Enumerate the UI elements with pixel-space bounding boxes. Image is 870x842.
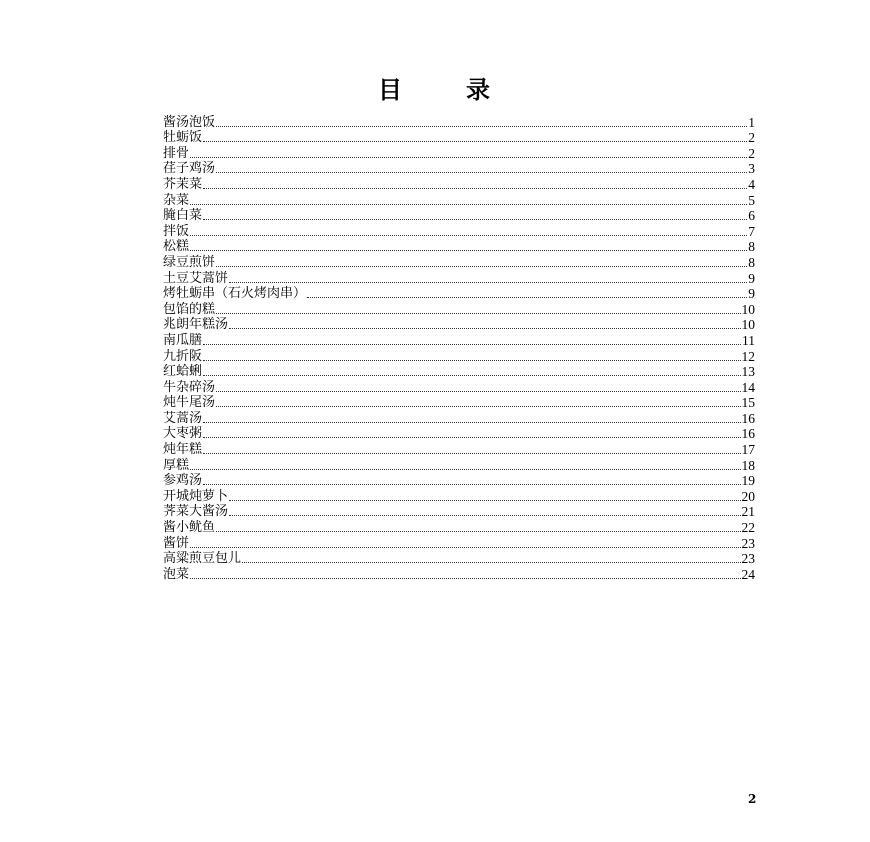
toc-entry-label: 炖年糕 — [163, 442, 203, 458]
toc-dot-leader — [216, 171, 747, 173]
toc-entry[interactable] — [163, 192, 755, 208]
toc-entry-label: 酱小鱿鱼 — [163, 520, 216, 536]
toc-entry-page: 19 — [741, 473, 755, 489]
toc-entry-page: 10 — [741, 317, 755, 333]
toc-entry-page: 23 — [741, 551, 755, 567]
toc-entry-label: 杂菜 — [163, 192, 190, 208]
toc-entry-page: 4 — [748, 176, 755, 192]
toc-entry-label: 酱汤泡饭 — [163, 114, 216, 130]
toc-entry-page: 15 — [741, 395, 755, 411]
toc-entry[interactable] — [163, 270, 755, 286]
toc-entry[interactable] — [163, 176, 755, 192]
toc-entry-page: 14 — [741, 379, 755, 395]
toc-entry-label: 高粱煎豆包儿 — [163, 551, 242, 567]
toc-entry-page: 12 — [741, 348, 755, 364]
toc-dot-leader — [307, 296, 747, 298]
toc-entry-label: 泡菜 — [163, 566, 190, 582]
toc-entry-label: 牛杂碎汤 — [163, 379, 216, 395]
toc-entry[interactable] — [163, 519, 755, 535]
toc-entry[interactable] — [163, 566, 755, 582]
toc-entry-label: 开城炖萝卜 — [163, 488, 229, 504]
toc-entry[interactable] — [163, 364, 755, 380]
toc-dot-leader — [203, 374, 740, 376]
toc-entry-label: 炖牛尾汤 — [163, 395, 216, 411]
toc-entry[interactable] — [163, 441, 755, 457]
toc-dot-leader — [190, 234, 747, 236]
toc-entry[interactable] — [163, 145, 755, 161]
toc-entry-page: 5 — [748, 192, 755, 208]
toc-entry[interactable] — [163, 348, 755, 364]
toc-entry[interactable] — [163, 254, 755, 270]
toc-entry-page: 2 — [748, 145, 755, 161]
toc-entry-page: 22 — [741, 520, 755, 536]
toc-entry[interactable] — [163, 488, 755, 504]
toc-entry-label: 酱饼 — [163, 535, 190, 551]
toc-entry-label: 松糕 — [163, 239, 190, 255]
toc-entry-label: 烤牡蛎串（石火烤肉串） — [163, 286, 307, 302]
toc-dot-leader — [203, 343, 741, 345]
toc-entry[interactable] — [163, 208, 755, 224]
toc-entry-page: 13 — [741, 364, 755, 380]
toc-entry-label: 兆朗年糕汤 — [163, 317, 229, 333]
toc-dot-leader — [242, 561, 740, 563]
toc-dot-leader — [190, 203, 747, 205]
toc-entry-page: 2 — [748, 130, 755, 146]
toc-entry-page: 3 — [748, 161, 755, 177]
toc-dot-leader — [216, 530, 740, 532]
toc-entry[interactable] — [163, 551, 755, 567]
toc-dot-leader — [203, 359, 740, 361]
toc-entry-page: 6 — [748, 208, 755, 224]
toc-dot-leader — [203, 452, 740, 454]
toc-entry-label: 艾蒿汤 — [163, 410, 203, 426]
toc-entry-page: 23 — [741, 535, 755, 551]
toc-entry-label: 红蛤蜊 — [163, 364, 203, 380]
toc-dot-leader — [203, 436, 740, 438]
toc-dot-leader — [229, 281, 747, 283]
toc-entry-page: 17 — [741, 442, 755, 458]
toc-dot-leader — [190, 546, 740, 548]
toc-entry[interactable] — [163, 317, 755, 333]
toc-entry-label: 土豆艾蒿饼 — [163, 270, 229, 286]
toc-entry-label: 荏子鸡汤 — [163, 161, 216, 177]
toc-dot-leader — [203, 187, 747, 189]
toc-entry-label: 九折阪 — [163, 348, 203, 364]
toc-entry[interactable] — [163, 410, 755, 426]
toc-entry-page: 9 — [748, 286, 755, 302]
toc-entry-page: 7 — [748, 223, 755, 239]
toc-entry-page: 1 — [748, 114, 755, 130]
toc-entry[interactable] — [163, 473, 755, 489]
toc-entry-page: 8 — [748, 239, 755, 255]
toc-entry[interactable] — [163, 395, 755, 411]
toc-entry[interactable] — [163, 130, 755, 146]
toc-entry-label: 厚糕 — [163, 457, 190, 473]
page-number: 2 — [748, 792, 757, 806]
toc-entry-page: 24 — [741, 566, 755, 582]
toc-dot-leader — [229, 514, 740, 516]
toc-entry[interactable] — [163, 239, 755, 255]
toc-dot-leader — [203, 483, 740, 485]
toc-dot-leader — [203, 218, 747, 220]
toc-dot-leader — [229, 327, 740, 329]
toc-entry[interactable] — [163, 114, 755, 130]
toc-dot-leader — [216, 312, 740, 314]
toc-dot-leader — [190, 156, 747, 158]
toc-entry[interactable] — [163, 457, 755, 473]
toc-entry-label: 腌白菜 — [163, 208, 203, 224]
toc-entry[interactable] — [163, 301, 755, 317]
toc-title — [0, 70, 870, 105]
toc-entry-label: 牡蛎饭 — [163, 130, 203, 146]
toc-entry-label: 荠菜大酱汤 — [163, 504, 229, 520]
toc-entry-page: 9 — [748, 270, 755, 286]
toc-entry-page: 10 — [741, 301, 755, 317]
toc-title-char-1: 目 — [378, 75, 404, 104]
toc-entry-label: 排骨 — [163, 145, 190, 161]
toc-entry-page: 18 — [741, 457, 755, 473]
toc-entry[interactable] — [163, 223, 755, 239]
toc-entry-label: 南瓜膳 — [163, 332, 203, 348]
toc-entry[interactable] — [163, 426, 755, 442]
toc-entry-page: 11 — [742, 332, 755, 348]
toc-dot-leader — [190, 468, 740, 470]
toc-entry-label: 参鸡汤 — [163, 473, 203, 489]
toc-entry[interactable] — [163, 161, 755, 177]
toc-entry-page: 16 — [741, 410, 755, 426]
toc-entry[interactable] — [163, 535, 755, 551]
toc-entry-label: 绿豆煎饼 — [163, 254, 216, 270]
toc-entry[interactable] — [163, 332, 755, 348]
toc-entry[interactable] — [163, 379, 755, 395]
toc-entry-page: 21 — [741, 504, 755, 520]
toc-entry-page: 16 — [741, 426, 755, 442]
toc-entry[interactable] — [163, 504, 755, 520]
toc-entry-page: 20 — [741, 488, 755, 504]
toc-title-char-2: 录 — [466, 75, 492, 104]
toc-entry-page: 8 — [748, 254, 755, 270]
toc-list — [163, 114, 755, 582]
toc-dot-leader — [203, 140, 747, 142]
toc-entry[interactable] — [163, 286, 755, 302]
toc-dot-leader — [203, 421, 740, 423]
toc-entry-label: 大枣粥 — [163, 426, 203, 442]
toc-dot-leader — [216, 390, 740, 392]
toc-dot-leader — [216, 125, 747, 127]
toc-entry-label: 芥茉菜 — [163, 176, 203, 192]
toc-dot-leader — [190, 577, 740, 579]
toc-entry-label: 包馅的糕 — [163, 301, 216, 317]
toc-dot-leader — [216, 265, 747, 267]
toc-dot-leader — [190, 249, 747, 251]
toc-dot-leader — [216, 405, 740, 407]
toc-entry-label: 拌饭 — [163, 223, 190, 239]
toc-dot-leader — [229, 499, 740, 501]
